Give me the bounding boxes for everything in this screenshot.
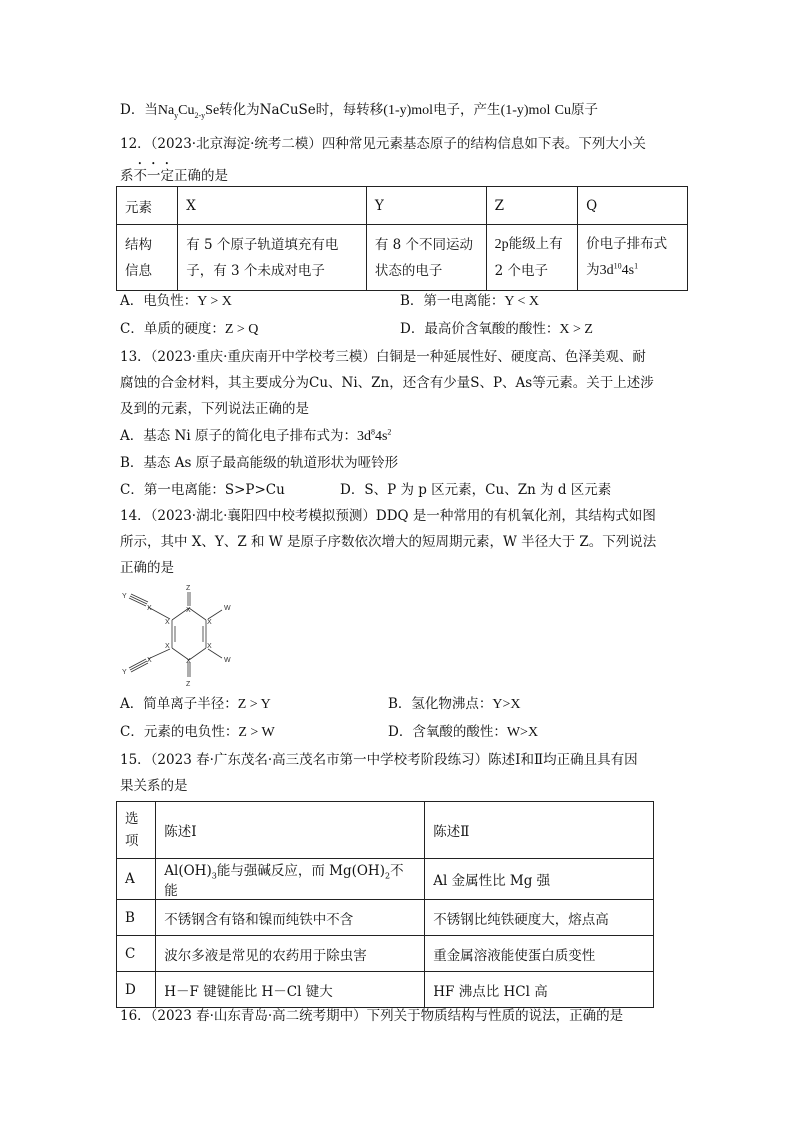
q13-stem-line2: 腐蚀的合金材料，其主要成分为Cu、Ni、Zn，还含有少量S、P、As等元素。关于上述涉	[120, 375, 654, 391]
q12-option-d: D．最高价含氧酸的酸性：X > Z	[400, 321, 593, 337]
table-cell: H－F 键键能比 H－Cl 键大	[156, 972, 425, 1008]
table-cell: B	[117, 900, 156, 936]
atom-label: W	[224, 657, 231, 664]
atom-label: Z	[186, 585, 191, 592]
q12-stem-line1: 12．（2023·北京海淀·统考二模）四种常见元素基态原子的结构信息如下表。下列大小关	[120, 136, 646, 152]
table-header: Y	[366, 187, 486, 225]
q13-option-d: D．S、P 为 p 区元素，Cu、Zn 为 d 区元素	[340, 482, 612, 498]
atom-label: Y	[122, 669, 127, 676]
table-cell: 有 8 个不同运动 状态的电子	[366, 225, 486, 291]
q13-option-a: A．基态 Ni 原子的简化电子排布式为：$3d^84s^2$	[120, 427, 392, 444]
q13-stem-line3: 及到的元素，下列说法正确的是	[120, 401, 309, 417]
table-header: 陈述Ⅱ	[425, 802, 654, 859]
atom-label: X	[165, 643, 170, 650]
q13-stem-line1: 13．（2023·重庆·重庆南开中学校考三模）白铜是一种延展性好、硬度高、色泽美观、耐	[120, 349, 646, 365]
atom-label: Y	[122, 593, 127, 600]
q11-option-d: D．当$Na_yCu_{2-y}Se$转化为NaCuSe时，每转移(1-y)mol电子，产生(1-y)mol Cu原子	[120, 102, 598, 120]
table-cell: 波尔多液是常见的农药用于除虫害	[156, 936, 425, 972]
table-cell: 不锈钢比纯铁硬度大，熔点高	[425, 900, 654, 936]
table-header: Q	[578, 187, 688, 225]
q12-stem-line2: 系不一定正确的是	[120, 168, 228, 184]
table-row	[117, 972, 654, 1008]
table-cell: 结构 信息	[117, 225, 178, 291]
q14-stem-line3: 正确的是	[120, 560, 174, 576]
table-row	[117, 900, 654, 936]
table-cell: HF 沸点比 HCl 高	[425, 972, 654, 1008]
q13-option-b: B．基态 As 原子最高能级的轨道形状为哑铃形	[120, 455, 399, 471]
table-cell: 重金属溶液能使蛋白质变性	[425, 936, 654, 972]
q15-stem-line1: 15．（2023 春·广东茂名·高三茂名市第一中学校考阶段练习）陈述Ⅰ和Ⅱ均正确且具有因	[120, 752, 638, 768]
table-cell: 有 5 个原子轨道填充有电 子，有 3 个未成对电子	[178, 225, 367, 291]
emphasis-text: 不一定	[133, 168, 174, 184]
table-row	[117, 936, 654, 972]
table-cell: $Al(OH)_3$能与强碱反应，而 $Mg(OH)_2$不能	[156, 859, 425, 900]
table-header: X	[178, 187, 367, 225]
ddq-structure-diagram	[118, 582, 248, 692]
q15-stem-line2: 果关系的是	[120, 778, 188, 794]
q12-element-table	[116, 186, 688, 291]
table-cell: C	[117, 936, 156, 972]
table-header: Z	[486, 187, 577, 225]
table-cell: D	[117, 972, 156, 1008]
atom-label: X	[147, 657, 152, 664]
q12-option-a: A．电负性：Y > X	[120, 293, 232, 309]
q12-option-c: C．单质的硬度：Z > Q	[120, 321, 259, 337]
table-cell: Al 金属性比 Mg 强	[425, 859, 654, 900]
q16-stem-line1: 16．（2023 春·山东青岛·高二统考期中）下列关于物质结构与性质的说法，正确的是	[120, 1008, 624, 1024]
q15-statement-table	[116, 801, 654, 1008]
table-header: 选 项	[117, 802, 156, 859]
table-cell: 不锈钢含有铬和镍而纯铁中不含	[156, 900, 425, 936]
q14-option-c: C．元素的电负性：Z > W	[120, 724, 275, 740]
q14-stem-line2: 所示，其中 X、Y、Z 和 W 是原子序数依次增大的短周期元素，W 半径大于 Z。下列说法	[120, 534, 657, 550]
q14-option-a: A．简单离子半径：Z > Y	[120, 696, 271, 712]
q13-option-c: C．第一电离能：S>P>Cu	[120, 482, 285, 498]
q14-stem-line1: 14．（2023·湖北·襄阳四中校考模拟预测）DDQ 是一种常用的有机氧化剂，其结构式如图	[120, 508, 656, 524]
table-row	[117, 859, 654, 900]
q12-option-b: B．第一电离能：Y < X	[400, 293, 540, 309]
table-header: 陈述Ⅰ	[156, 802, 425, 859]
atom-label: X	[186, 658, 191, 665]
atom-label: X	[165, 619, 170, 626]
table-cell: 2p能级上有 2 个电子	[486, 225, 577, 291]
table-cell: 价电子排布式 为$3d^{10}4s^1$	[578, 225, 688, 291]
atom-label: X	[207, 643, 212, 650]
atom-label: X	[207, 619, 212, 626]
atom-label: W	[224, 605, 231, 612]
atom-label: Z	[186, 681, 191, 688]
q14-option-b: B．氢化物沸点：Y>X	[388, 696, 521, 712]
q14-option-d: D．含氧酸的酸性：W>X	[388, 724, 539, 740]
atom-label: X	[186, 607, 191, 614]
atom-label: X	[147, 605, 152, 612]
table-cell: A	[117, 859, 156, 900]
table-header: 元素	[117, 187, 178, 225]
